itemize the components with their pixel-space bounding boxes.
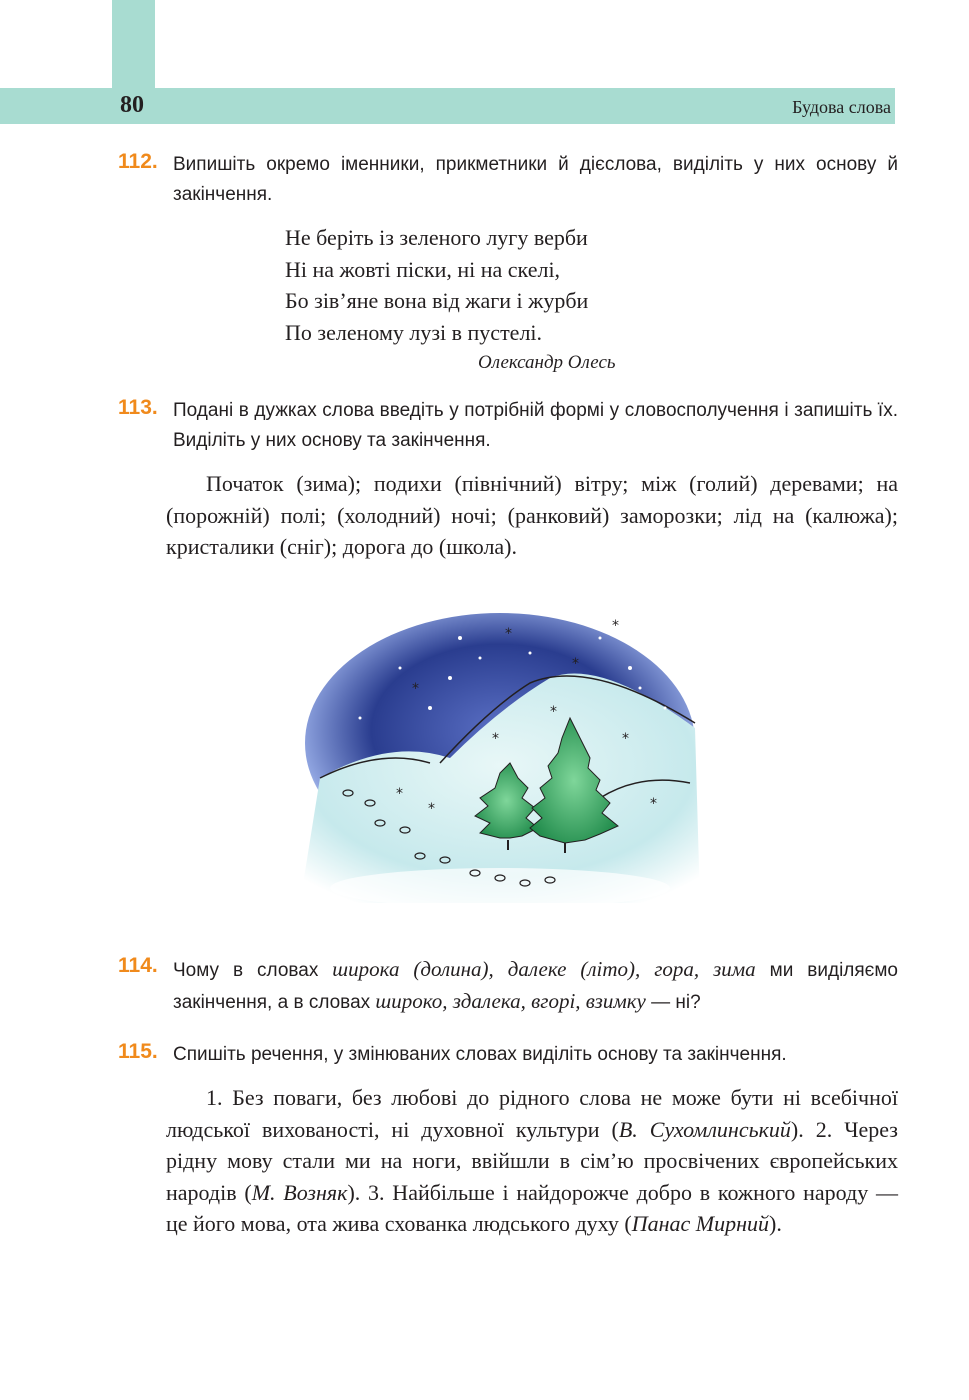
running-head: Будова слова	[792, 97, 891, 117]
sentence-text: ).	[769, 1211, 782, 1236]
exercise-115-text	[166, 1082, 898, 1240]
exercise-number: 115.	[118, 1040, 158, 1063]
task-fragment: ми виділяємо закінчення, а в словах	[173, 960, 898, 1013]
exercise-number: 114.	[118, 954, 158, 977]
exercise-task: Подані в дужках слова введіть у потрібній формі у словосполучення і запишіть їх. Виділіть у них основу та закінчення.	[173, 400, 898, 451]
svg-text:*: *	[612, 618, 619, 634]
winter-illustration	[300, 598, 700, 903]
svg-text:*: *	[650, 796, 657, 812]
sentence-text: ). 3. Найбільше і найдорожче добро в кожного народу — це його мова, ота жива схованка людського духу (	[166, 1179, 898, 1236]
exercise-number: 113.	[118, 396, 158, 419]
svg-text:*: *	[622, 731, 629, 747]
svg-text:*: *	[550, 704, 557, 720]
quote-author: М. Возняк	[251, 1179, 348, 1205]
poem-author: Олександр Олесь	[478, 352, 616, 373]
poem-line: Ні на жовті піски, ні на скелі,	[285, 256, 561, 282]
exercise-114	[118, 954, 898, 1018]
exercise-113	[118, 396, 898, 456]
sentence-text: ). 2. Через рідну мову стали ми на ноги, ввійшли в сім’ю просвічених європейських народів (	[166, 1116, 898, 1205]
quote-author: Панас Мирний	[631, 1211, 769, 1236]
poem-line: Бо зів’яне вона від жаги і журби	[285, 288, 589, 313]
poem-line: Не беріть із зеленого лугу верби	[285, 225, 588, 250]
quote-author: В. Сухомлинський	[618, 1116, 791, 1142]
poem	[285, 222, 588, 348]
exercise-112	[118, 150, 898, 210]
exercise-115	[118, 1040, 898, 1070]
exercise-113-text: Початок (зима); подихи (північний) вітру; між (голий) деревами; на (порожній) полі; (холодний) ночі; (ранковий) заморозки; лід на (калюжа); кристалики (сніг); дорога до (школа).	[166, 471, 898, 559]
svg-text:*: *	[492, 731, 499, 747]
exercise-task	[173, 954, 898, 1018]
exercise-task: Спишіть речення, у змінюваних словах виділіть основу та закінчення.	[173, 1044, 787, 1065]
example-words: широка (долина), далеке (літо), гора, зима	[332, 957, 756, 981]
page-tab-strip	[112, 0, 155, 92]
task-fragment: Чому в словах	[173, 960, 333, 981]
svg-text:*: *	[412, 681, 419, 697]
poem-line: По зеленому лузі в пустелі.	[285, 319, 543, 345]
svg-text:*: *	[428, 801, 435, 817]
exercise-task: Випишіть окремо іменники, прикметники й дієслова, виділіть у них основу й закінчення.	[173, 154, 898, 205]
page-number: 80	[120, 92, 144, 118]
task-fragment: — ні?	[645, 992, 701, 1013]
sentence-text: 1. Без поваги, без любові до рідного слова не може бути ні всебічної людської вихованості, ні духовної культури (	[166, 1085, 898, 1142]
svg-text:*: *	[505, 626, 512, 642]
svg-text:*: *	[572, 656, 579, 672]
example-words: широко, здалека, вгорі, взимку	[375, 989, 646, 1013]
exercise-number: 112.	[118, 150, 158, 173]
svg-text:*: *	[396, 786, 403, 802]
winter-scene-image	[300, 598, 700, 903]
